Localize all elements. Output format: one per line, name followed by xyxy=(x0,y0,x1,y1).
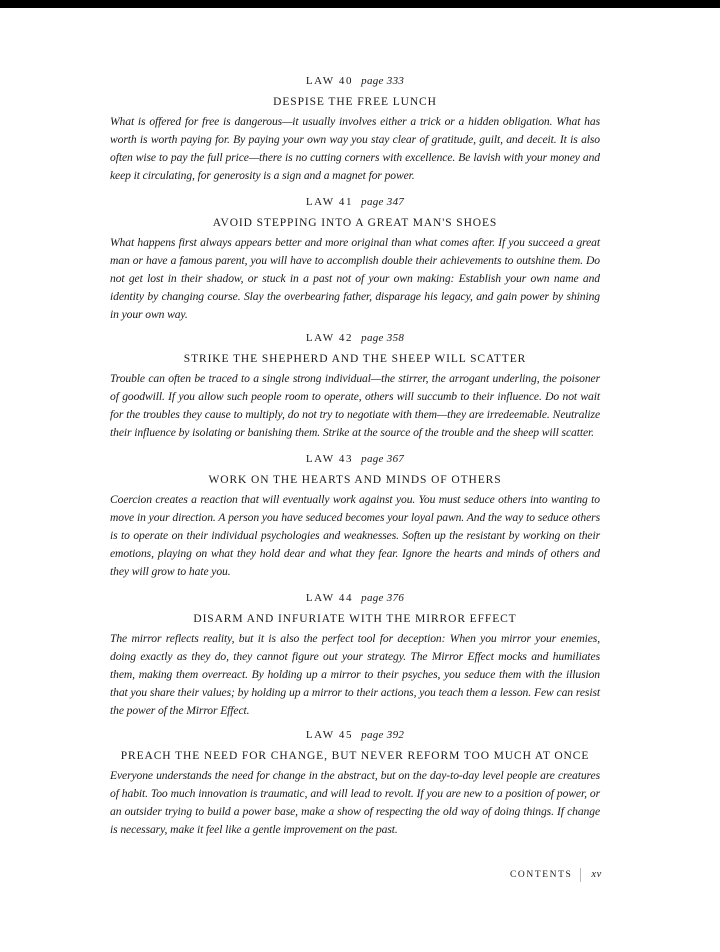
law-summary: The mirror reflects reality, but it is also the perfect tool for deception: When you mirror your enemies, doing exactly as they do, they cannot figure out your strategy. The Mirror Effect mocks and humiliates them, making them overreact. By holding up a mirror to their psyches, you seduce them with the illusion that you share their values; by holding up a mirror to their actions, you teach them a lesson. Few can resist the power of the Mirror Effect. xyxy=(110,632,600,717)
law-label: LAW 45 xyxy=(305,729,354,741)
law-heading xyxy=(110,728,600,742)
law-title: AVOID STEPPING INTO A GREAT MAN'S SHOES xyxy=(212,217,498,229)
law-entry-45 xyxy=(110,728,600,839)
law-summary: What happens first always appears better and more original than what comes after. If you succeed a great man or have a famous parent, you will have to accomplish double their achievements to outshine them. Do not get lost in their shadow, or stuck in a past not of your own making: Establish your own name and identity by changing course. Slay the overbearing father, disparage his legacy, and gain power by shining in your own way. xyxy=(110,236,600,321)
page-reference: page 358 xyxy=(361,332,405,344)
law-label: LAW 40 xyxy=(305,75,354,87)
law-title: STRIKE THE SHEPHERD AND THE SHEEP WILL SCATTER xyxy=(183,353,527,365)
page-reference: page 333 xyxy=(361,75,405,87)
law-entry-42 xyxy=(110,331,600,442)
law-heading xyxy=(110,331,600,345)
law-title: WORK ON THE HEARTS AND MINDS OF OTHERS xyxy=(208,474,502,486)
law-heading xyxy=(110,591,600,605)
page-reference: page 392 xyxy=(361,729,405,741)
law-summary: Coercion creates a reaction that will eventually work against you. You must seduce others into wanting to move in your direction. A person you have seduced becomes your loyal pawn. And the way to seduce others is to operate on their individual psychologies and weaknesses. Soften up the resistant by working on their emotions, playing on what they hold dear and what they fear. Ignore the hearts and minds of others and they will grow to hate you. xyxy=(110,493,600,578)
law-heading xyxy=(110,452,600,466)
law-summary: Trouble can often be traced to a single strong individual—the stirrer, the arrogant underling, the poisoner of goodwill. If you allow such people room to operate, others will succumb to their influence. Do not wait for the troubles they cause to multiply, do not try to negotiate with them—they are irredeemable. Neutralize their influence by isolating or banishing them. Strike at the source of the trouble and the sheep will scatter. xyxy=(110,372,600,439)
law-entry-41 xyxy=(110,195,600,324)
page-reference: page 376 xyxy=(361,592,405,604)
law-title: DESPISE THE FREE LUNCH xyxy=(273,96,437,108)
law-title: DISARM AND INFURIATE WITH THE MIRROR EFFECT xyxy=(193,613,517,625)
footer-section-label: CONTENTS xyxy=(510,870,573,881)
law-label: LAW 42 xyxy=(305,332,354,344)
law-label: LAW 44 xyxy=(305,592,354,604)
law-entry-44 xyxy=(110,591,600,720)
law-heading xyxy=(110,195,600,209)
page-reference: page 367 xyxy=(361,453,405,465)
law-entry-43 xyxy=(110,452,600,581)
page-footer xyxy=(510,868,602,882)
law-label: LAW 41 xyxy=(305,196,354,208)
law-summary: What is offered for free is dangerous—it usually involves either a trick or a hidden obligation. What has worth is worth paying for. By paying your own way you stay clear of gratitude, guilt, and deceit. It is also often wise to pay the full price—there is no cutting corners with excellence. Be lavish with your money and keep it circulating, for generosity is a sign and a magnet for power. xyxy=(110,115,600,182)
law-label: LAW 43 xyxy=(305,453,354,465)
law-heading xyxy=(110,74,600,88)
footer-divider xyxy=(580,868,581,882)
footer-page-number: xv xyxy=(591,869,602,881)
law-summary: Everyone understands the need for change in the abstract, but on the day-to-day level people are creatures of habit. Too much innovation is traumatic, and will lead to revolt. If you are new to a position of power, or an outsider trying to build a power base, make a show of respecting the old way of doing things. If change is necessary, make it feel like a gentle improvement on the past. xyxy=(110,769,600,836)
law-title: PREACH THE NEED FOR CHANGE, BUT NEVER REFORM TOO MUCH AT ONCE xyxy=(120,750,590,762)
top-edge-bar xyxy=(0,0,720,8)
page-reference: page 347 xyxy=(361,196,405,208)
law-entry-40 xyxy=(110,74,600,185)
